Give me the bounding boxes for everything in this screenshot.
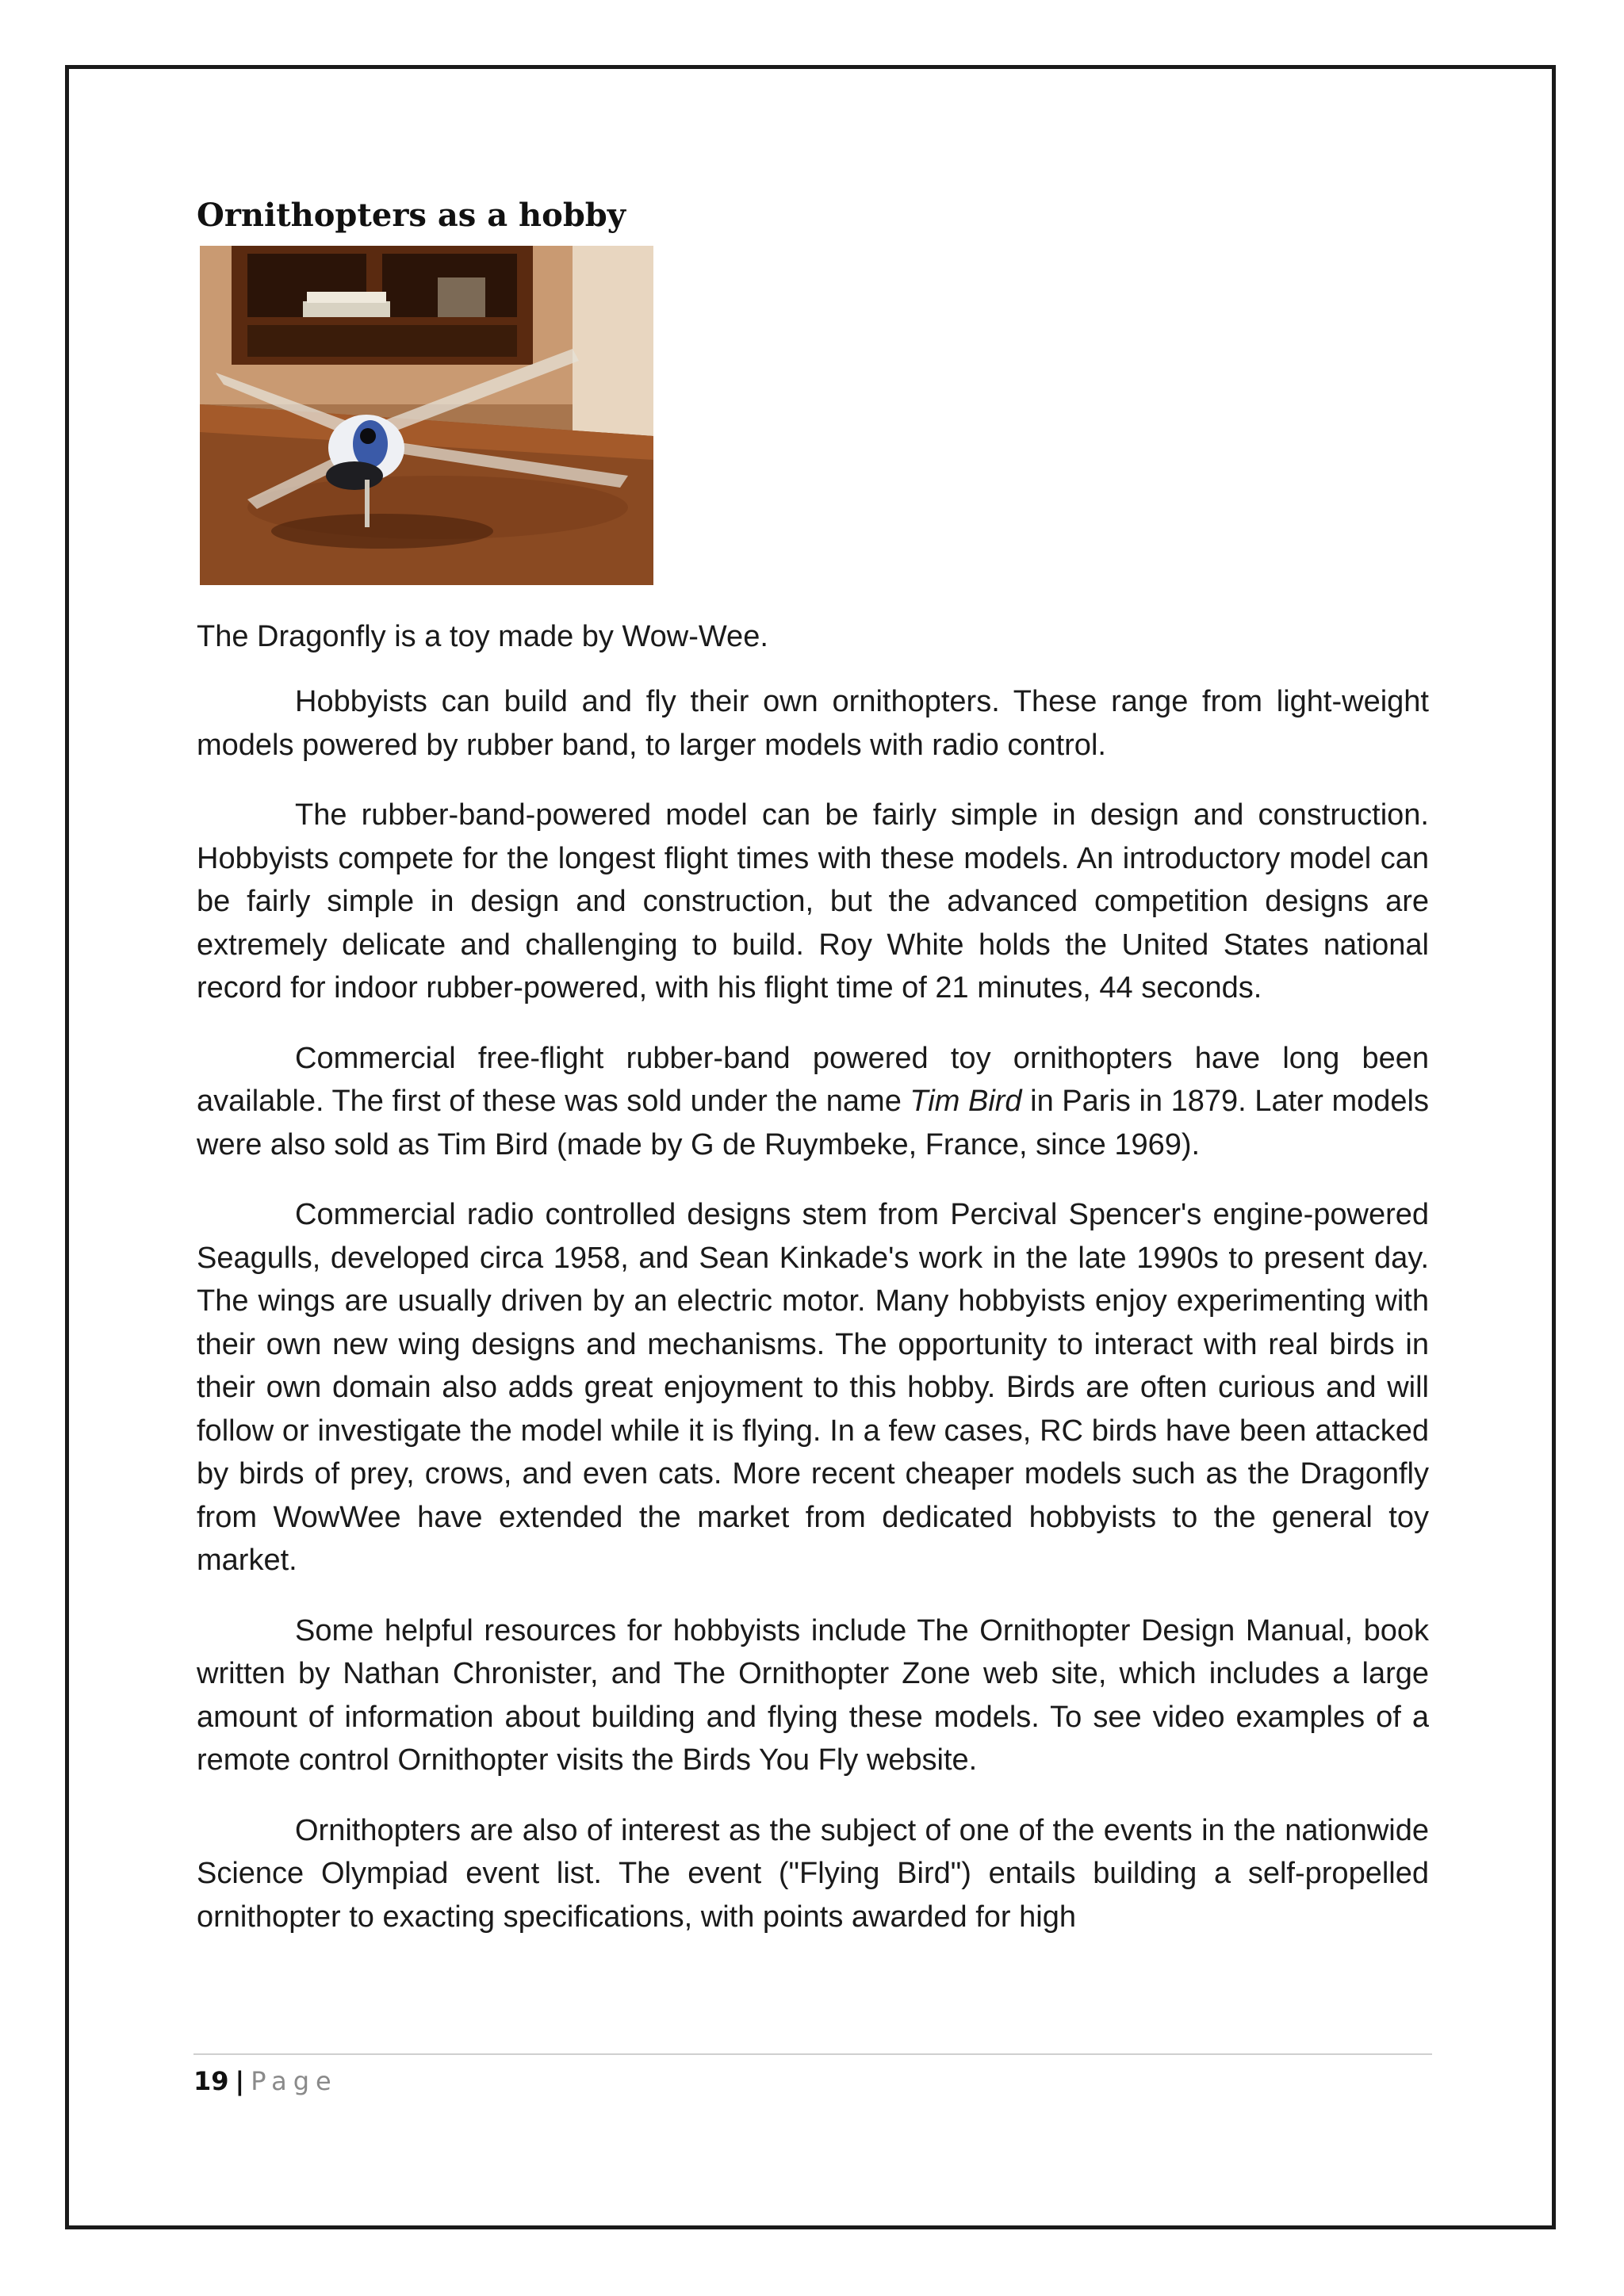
paragraph: The rubber-band-powered model can be fairly simple in design and construction. Hobbyists compete for the longest flight times with these models. An introductory model can be fairly simple in design and construction, but the advanced competition designs are extremely delicate and challenging to build. Roy White holds the United States national record for indoor rubber-powered, with his flight time of 21 minutes, 44 seconds.: [197, 798, 1429, 1004]
dragonfly-toy-photo: [200, 246, 653, 585]
page-number: 19: [193, 2066, 229, 2096]
page-footer: [193, 2053, 1432, 2096]
paragraph-text: in Paris in 1879. Later models were also sold as Tim Bird (made by G de Ruymbeke, France, since 1969).: [197, 1085, 1430, 1161]
document-body: [197, 187, 1429, 1965]
footer-separator: |: [235, 2066, 245, 2096]
page-label: Page: [251, 2066, 338, 2096]
dragonfly-photo-illustration: [200, 246, 653, 585]
paragraph: Commercial radio controlled designs stem from Percival Spencer's engine-powered Seagulls, developed circa 1958, and Sean Kinkade's work in the late 1990s to present day. The wings are usually driven by an electric motor. Many hobbyists enjoy experimenting with their own new wing designs and mechanisms. The opportunity to interact with real birds in their own domain also adds great enjoyment to this hobby. Birds are often curious and will follow or investigate the model while it is flying. In a few cases, RC birds have been attacked by birds of prey, crows, and even cats. More recent cheaper models such as the Dragonfly from WowWee have extended the market from dedicated hobbyists to the general toy market.: [197, 1198, 1429, 1577]
paragraph: Hobbyists can build and fly their own ornithopters. These range from light-weight models powered by rubber band, to larger models with radio control.: [197, 685, 1429, 762]
paragraph: Ornithopters are also of interest as the subject of one of the events in the nationwide Science Olympiad event list. The event ("Flying Bird") entails building a self-propelled ornithopter to exacting specifications, with points awarded for high: [197, 1813, 1429, 1934]
product-name-italic: Tim Bird: [910, 1085, 1022, 1118]
paragraph: [197, 1037, 1429, 1167]
paragraph-text: Commercial free-flight rubber-band powered toy ornithopters have long been available. The first of these was sold under the name: [197, 1041, 1429, 1118]
paragraph: Some helpful resources for hobbyists include The Ornithopter Design Manual, book written by Nathan Chronister, and The Ornithopter Zone web site, which includes a large amount of information about building and flying these models. To see video examples of a remote control Ornithopter visits the Birds You Fly website.: [197, 1613, 1429, 1777]
figure-caption: The Dragonfly is a toy made by Wow-Wee.: [197, 620, 768, 653]
section-heading: Ornithopters as a hobby: [197, 197, 626, 234]
